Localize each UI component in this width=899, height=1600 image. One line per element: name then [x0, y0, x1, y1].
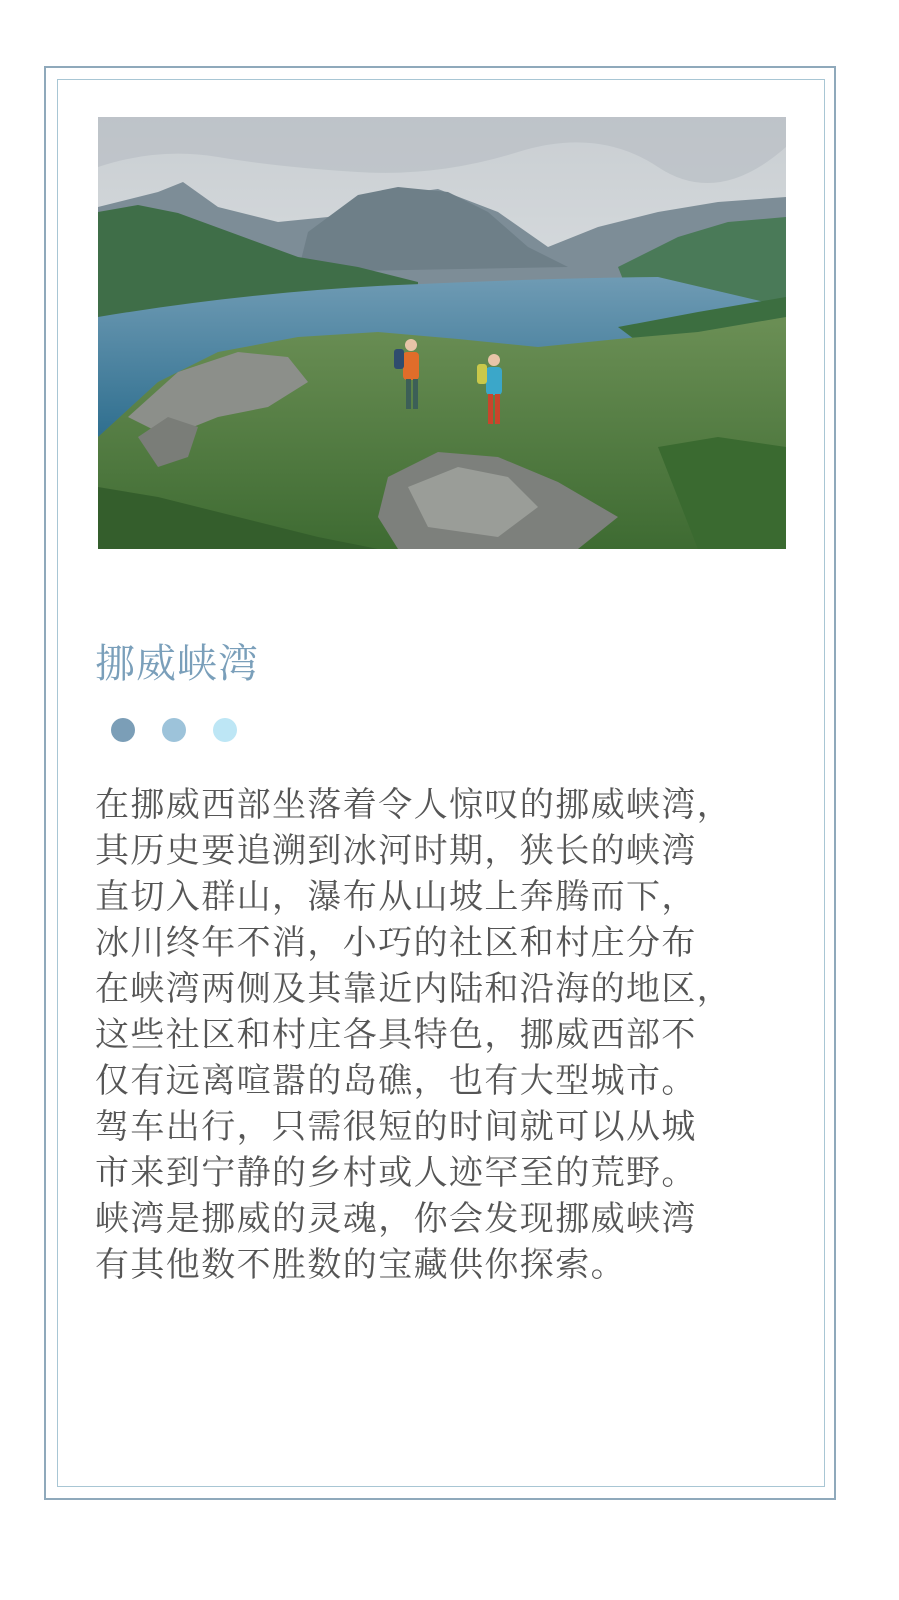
article-body [95, 782, 795, 1288]
body-line: 驾车出行，只需很短的时间就可以从城 [95, 1107, 697, 1147]
body-line: 市来到宁静的乡村或人迹罕至的荒野。 [95, 1153, 697, 1193]
body-line: 冰川终年不消，小巧的社区和村庄分布 [95, 923, 697, 963]
body-line: 直切入群山，瀑布从山坡上奔腾而下， [95, 877, 697, 917]
body-line: 有其他数不胜数的宝藏供你探索。 [95, 1245, 626, 1285]
body-line: 其历史要追溯到冰河时期，狭长的峡湾 [95, 831, 697, 871]
body-line: 这些社区和村庄各具特色，挪威西部不 [95, 1015, 697, 1055]
article-title: 挪威峡湾 [95, 641, 259, 687]
dot-icon [162, 718, 186, 742]
decorative-dots [111, 718, 237, 742]
body-line: 在挪威西部坐落着令人惊叹的挪威峡湾， [95, 785, 733, 825]
body-line: 峡湾是挪威的灵魂，你会发现挪威峡湾 [95, 1199, 697, 1239]
dot-icon [111, 718, 135, 742]
dot-icon [213, 718, 237, 742]
fjord-hikers-photo [98, 117, 786, 549]
body-line: 仅有远离喧嚣的岛礁，也有大型城市。 [95, 1061, 697, 1101]
body-line: 在峡湾两侧及其靠近内陆和沿海的地区， [95, 969, 733, 1009]
